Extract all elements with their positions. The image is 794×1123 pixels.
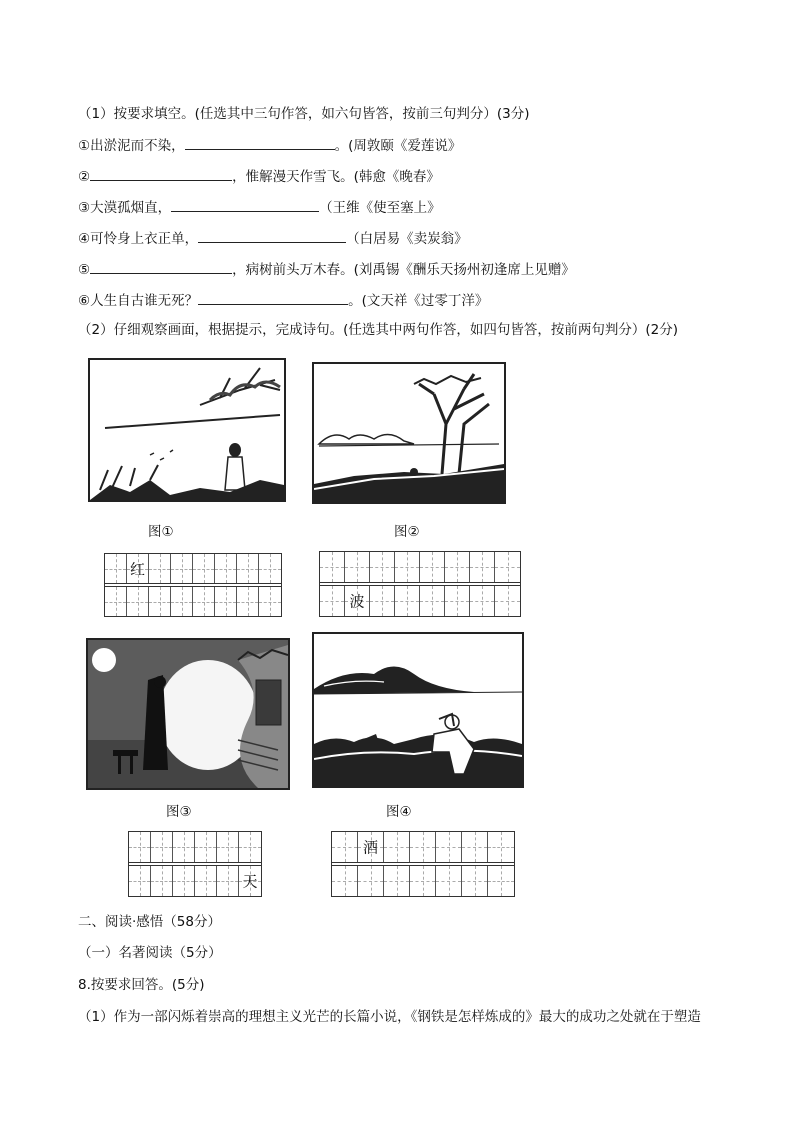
grid-cell[interactable]: [217, 866, 239, 896]
answer-blank-5[interactable]: [90, 259, 232, 274]
answer-blank-6[interactable]: [198, 290, 348, 305]
fill-item-2: [78, 166, 440, 186]
fill-item-6-post: 。(文天祥《过零丁洋》: [348, 293, 489, 309]
fill-item-5-post: ，病树前头万木春。(刘禹锡《酬乐天扬州初逢席上见赠》: [232, 262, 575, 278]
grid-cell[interactable]: [195, 832, 217, 862]
grid-cell[interactable]: [320, 586, 345, 616]
grid-cell[interactable]: [215, 587, 237, 616]
grid-3-row-1: [129, 832, 261, 862]
grid-4-row-2: [332, 866, 514, 896]
grid-cell[interactable]: [151, 832, 173, 862]
grid-cell[interactable]: [462, 866, 488, 896]
grid-cell[interactable]: [195, 866, 217, 896]
grid-cell-hint: [345, 586, 370, 616]
fill-item-3-pre: ③大漠孤烟直，: [78, 200, 172, 216]
grid-cell[interactable]: [332, 832, 358, 862]
grid-cell[interactable]: [358, 866, 384, 896]
grid-cell[interactable]: [470, 552, 495, 582]
grid-cell[interactable]: [420, 586, 445, 616]
figure-3-answer-grid[interactable]: [128, 831, 262, 897]
fill-item-2-post: ，惟解漫天作雪飞。(韩愈《晚春》: [232, 169, 440, 185]
grid-cell[interactable]: [410, 832, 436, 862]
grid-cell[interactable]: [395, 552, 420, 582]
grid-cell[interactable]: [410, 866, 436, 896]
fill-item-6-pre: ⑥人生自古谁无死？: [78, 293, 199, 309]
grid-cell[interactable]: [171, 554, 193, 583]
grid-cell[interactable]: [420, 552, 445, 582]
figure-4-answer-grid[interactable]: [331, 831, 515, 897]
grid-cell[interactable]: [173, 866, 195, 896]
grid-cell[interactable]: [332, 866, 358, 896]
fill-item-2-pre: ②: [78, 169, 91, 185]
grid-2-row-1: [320, 552, 520, 582]
fill-item-3: [78, 197, 441, 217]
figure-3-caption: 图③: [166, 804, 192, 820]
grid-cell[interactable]: [320, 552, 345, 582]
figure-2-answer-grid[interactable]: [319, 551, 521, 617]
fill-item-4: [78, 228, 468, 248]
fill-item-6: [78, 290, 488, 310]
grid-cell[interactable]: [129, 832, 151, 862]
fill-item-4-pre: ④可怜身上衣正单，: [78, 231, 199, 247]
section2-subtitle: （一）名著阅读（5分）: [78, 945, 222, 961]
figure-1-illustration: [88, 358, 286, 502]
grid-cell-hint: [358, 832, 384, 862]
figure-1-caption: 图①: [148, 524, 174, 540]
question-8-1: （1）作为一部闪烁着崇高的理想主义光芒的长篇小说，《钢铁是怎样炼成的》最大的成功之处就在于塑造: [78, 1009, 701, 1025]
grid-cell[interactable]: [217, 832, 239, 862]
answer-blank-1[interactable]: [185, 135, 335, 150]
grid-cell[interactable]: [495, 552, 520, 582]
fill-item-3-post: （王维《使至塞上》: [319, 200, 441, 216]
hint-char: 波: [349, 592, 365, 611]
figure-1-answer-grid[interactable]: [104, 553, 282, 617]
grid-cell[interactable]: [370, 552, 395, 582]
fill-item-1-pre: ①出淤泥而不染，: [78, 138, 185, 154]
answer-blank-3[interactable]: [171, 197, 319, 212]
figure-4-caption: 图④: [386, 804, 412, 820]
grid-cell[interactable]: [370, 586, 395, 616]
part1-heading: （1）按要求填空。(任选其中三句作答，如六句皆答，按前三句判分）(3分): [78, 106, 530, 122]
grid-cell-hint: [127, 554, 149, 583]
answer-blank-4[interactable]: [198, 228, 346, 243]
grid-4-row-1: [332, 832, 514, 862]
grid-cell[interactable]: [171, 587, 193, 616]
grid-cell[interactable]: [149, 587, 171, 616]
grid-3-row-2: [129, 866, 261, 896]
grid-cell[interactable]: [395, 586, 420, 616]
figure-3-illustration: [86, 638, 290, 790]
grid-cell[interactable]: [259, 587, 281, 616]
grid-cell[interactable]: [149, 554, 171, 583]
grid-cell[interactable]: [239, 832, 261, 862]
grid-cell[interactable]: [105, 587, 127, 616]
grid-cell[interactable]: [488, 866, 514, 896]
grid-cell[interactable]: [345, 552, 370, 582]
grid-cell[interactable]: [237, 554, 259, 583]
grid-cell[interactable]: [462, 832, 488, 862]
grid-cell[interactable]: [193, 587, 215, 616]
grid-cell[interactable]: [495, 586, 520, 616]
grid-cell[interactable]: [384, 866, 410, 896]
grid-2-row-2: [320, 586, 520, 616]
grid-cell[interactable]: [259, 554, 281, 583]
fill-item-4-post: （白居易《卖炭翁》: [346, 231, 468, 247]
fill-item-1: [78, 135, 461, 155]
hint-char: 红: [129, 560, 145, 578]
figure-2-caption: 图②: [394, 524, 420, 540]
grid-cell[interactable]: [215, 554, 237, 583]
answer-blank-2[interactable]: [90, 166, 232, 181]
grid-cell[interactable]: [445, 586, 470, 616]
grid-cell[interactable]: [384, 832, 410, 862]
grid-cell-hint: [239, 866, 261, 896]
section2-title: 二、阅读·感悟（58分）: [78, 914, 221, 930]
grid-cell[interactable]: [127, 587, 149, 616]
part2-heading: （2）仔细观察画面，根据提示，完成诗句。(任选其中两句作答，如四句皆答，按前两句判分）(2分): [78, 322, 678, 338]
figure-2-illustration: [312, 362, 506, 504]
grid-cell[interactable]: [151, 866, 173, 896]
fill-item-1-post: 。(周敦颐《爱莲说》: [334, 138, 462, 154]
grid-cell[interactable]: [193, 554, 215, 583]
grid-cell[interactable]: [237, 587, 259, 616]
grid-cell[interactable]: [488, 832, 514, 862]
fill-item-5: [78, 259, 575, 279]
grid-cell[interactable]: [470, 586, 495, 616]
grid-cell[interactable]: [129, 866, 151, 896]
fill-item-5-pre: ⑤: [78, 262, 91, 278]
grid-cell[interactable]: [105, 554, 127, 583]
grid-cell[interactable]: [173, 832, 195, 862]
grid-cell[interactable]: [445, 552, 470, 582]
question-8: 8.按要求回答。(5分): [78, 977, 205, 993]
grid-cell[interactable]: [436, 832, 462, 862]
grid-1-row-1: [105, 554, 281, 583]
hint-char: 酒: [362, 838, 378, 857]
figure-4-illustration: [312, 632, 524, 788]
hint-char: 天: [242, 872, 258, 891]
grid-1-row-2: [105, 587, 281, 616]
grid-cell[interactable]: [436, 866, 462, 896]
